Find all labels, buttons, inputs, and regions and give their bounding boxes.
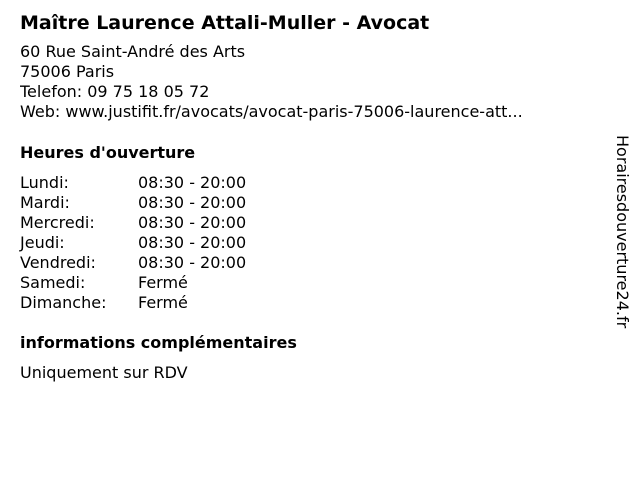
opening-hours-heading: Heures d'ouverture <box>20 143 196 162</box>
day-hours: Fermé <box>138 273 188 292</box>
day-hours: 08:30 - 20:00 <box>138 173 247 192</box>
additional-info-text: Uniquement sur RDV <box>20 363 188 382</box>
site-brand-vertical: Horairesdouverture24.fr <box>613 135 632 329</box>
hours-row-sunday <box>20 293 600 313</box>
day-label: Vendredi: <box>20 253 96 272</box>
day-hours: 08:30 - 20:00 <box>138 193 247 212</box>
hours-row-friday <box>20 253 600 273</box>
hours-row-thursday <box>20 233 600 253</box>
day-hours: 08:30 - 20:00 <box>138 253 247 272</box>
day-label: Dimanche: <box>20 293 107 312</box>
day-label: Jeudi: <box>20 233 65 252</box>
business-title: Maître Laurence Attali-Muller - Avocat <box>20 12 430 34</box>
hours-row-wednesday <box>20 213 600 233</box>
website-link[interactable]: Web: www.justifit.fr/avocats/avocat-paris-75006-laurence-att... <box>20 102 523 121</box>
opening-hours-table <box>20 173 600 313</box>
phone-number: Telefon: 09 75 18 05 72 <box>20 82 210 101</box>
day-label: Lundi: <box>20 173 69 192</box>
day-hours: 08:30 - 20:00 <box>138 233 247 252</box>
day-label: Samedi: <box>20 273 86 292</box>
address-block <box>20 42 600 122</box>
additional-info-heading: informations complémentaires <box>20 333 297 352</box>
day-label: Mercredi: <box>20 213 95 232</box>
hours-row-tuesday <box>20 193 600 213</box>
listing-card <box>20 11 600 383</box>
day-hours: Fermé <box>138 293 188 312</box>
hours-row-monday <box>20 173 600 193</box>
day-hours: 08:30 - 20:00 <box>138 213 247 232</box>
city-postcode: 75006 Paris <box>20 62 115 81</box>
hours-row-saturday <box>20 273 600 293</box>
street-address: 60 Rue Saint-André des Arts <box>20 42 246 61</box>
day-label: Mardi: <box>20 193 70 212</box>
